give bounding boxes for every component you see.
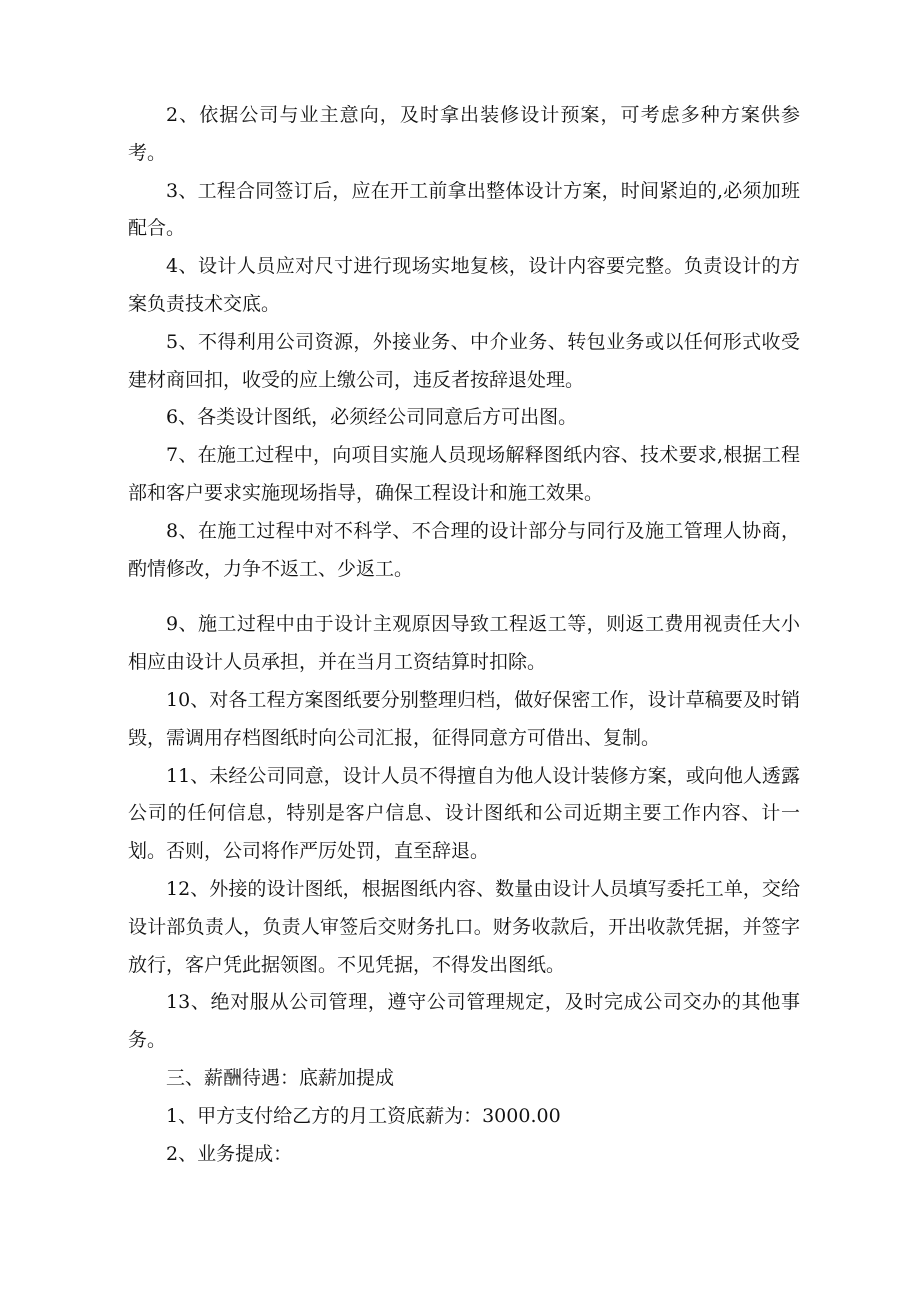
- clause-3: 3、工程合同签订后，应在开工前拿出整体设计方案，时间紧迫的,必须加班配合。: [128, 179, 800, 240]
- clause-9: 9、施工过程中由于设计主观原因导致工程返工等，则返工费用视责任大小相应由设计人员承担，并在当月工资结算时扣除。: [128, 613, 800, 674]
- clause-7: 7、在施工过程中，向项目实施人员现场解释图纸内容、技术要求,根据工程部和客户要求实施现场指导，确保工程设计和施工效果。: [128, 444, 800, 504]
- compensation-item-2: 2、业务提成：: [166, 1142, 293, 1165]
- clause-13: 13、绝对服从公司管理，遵守公司管理规定，及时完成公司交办的其他事务。: [128, 991, 800, 1052]
- clause-8: 8、在施工过程中对不科学、不合理的设计部分与同行及施工管理人协商，酌情修改，力争不返工、少返工。: [128, 519, 800, 580]
- compensation-item-1: 1、甲方支付给乙方的月工资底薪为：3000.00: [166, 1104, 561, 1127]
- clause-4: 4、设计人员应对尺寸进行现场实地复核，设计内容要完整。负责设计的方案负责技术交底。: [128, 255, 800, 315]
- clause-6: 6、各类设计图纸，必须经公司同意后方可出图。: [166, 406, 578, 429]
- clause-12: 12、外接的设计图纸，根据图纸内容、数量由设计人员填写委托工单，交给设计部负责人，负责人审签后交财务扎口。财务收款后，开出收款凭据，并签字放行，客户凭此据领图。不见凭据，不得发出图纸。: [128, 877, 800, 976]
- clause-2: 2、依据公司与业主意向，及时拿出装修设计预案，可考虑多种方案供参考。: [128, 104, 800, 164]
- clause-5: 5、不得利用公司资源，外接业务、中介业务、转包业务或以任何形式收受建材商回扣，收受的应上缴公司，违反者按辞退处理。: [128, 330, 800, 391]
- clause-10: 10、对各工程方案图纸要分别整理归档，做好保密工作，设计草稿要及时销毁，需调用存档图纸时向公司汇报，征得同意方可借出、复制。: [128, 688, 800, 749]
- document-body: [128, 97, 800, 1173]
- clause-11: 11、未经公司同意，设计人员不得擅自为他人设计装修方案，或向他人透露公司的任何信息，特别是客户信息、设计图纸和公司近期主要工作内容、计一划。否则，公司将作严厉处罚，直至辞退。: [128, 764, 800, 863]
- section-heading-compensation: 三、薪酬待遇：底薪加提成: [166, 1066, 395, 1089]
- paragraph-gap: [128, 588, 800, 606]
